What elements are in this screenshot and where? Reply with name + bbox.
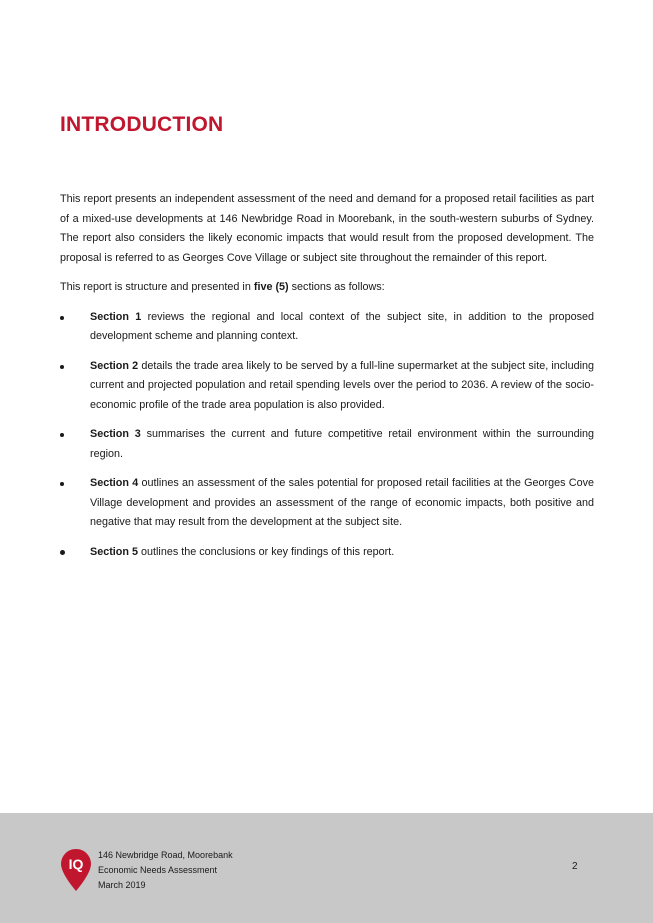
footer-date: March 2019: [98, 880, 146, 890]
section-description: reviews the regional and local context of the subject site, in addition to the proposed development scheme and planning context.: [90, 310, 594, 342]
bullet-icon: [60, 316, 64, 320]
bullet-icon: [60, 482, 64, 486]
section-label: Section 5: [90, 545, 139, 558]
location-pin-logo-icon: [60, 848, 92, 892]
section-label: Section 4: [90, 477, 139, 489]
bullet-icon: [60, 433, 64, 437]
page-title: INTRODUCTION: [60, 113, 224, 136]
bullet-icon: [60, 365, 64, 369]
section-description: outlines the conclusions or key findings of this report.: [138, 545, 395, 558]
section-item-5: [60, 543, 594, 563]
company-logo: [60, 848, 92, 892]
report-body: [60, 190, 594, 572]
section-description: outlines an assessment of the sales potential for proposed retail facilities at the Georges Cove Village development and provides an assessment of the range of economic impacts, both positive and negative that may result from the development at the subject site.: [90, 477, 594, 528]
structure-text-start: This report is structure and presented in: [60, 281, 254, 293]
section-item-2: [60, 357, 594, 416]
footer-info: [98, 848, 233, 893]
page-number: 2: [572, 861, 578, 872]
logo-text: IQ: [68, 856, 84, 872]
section-item-3: [60, 425, 594, 464]
section-label: Section 2: [90, 359, 139, 372]
section-count: five (5): [253, 281, 289, 293]
page-footer: [0, 813, 653, 923]
section-item-1: [60, 308, 594, 347]
intro-paragraph: This report presents an independent assessment of the need and demand for a proposed retail facilities as part of a mixed-use developments at 146 Newbridge Road in Moorebank, in the south-western suburbs of Sydney. The report also considers the likely economic impacts that would result from the proposed development. The proposal is referred to as Georges Cove Village or subject site throughout the remainder of this report.: [60, 193, 594, 264]
section-description: details the trade area likely to be served by a full-line supermarket at the subject site, including current and projected population and retail spending levels over the period to 2036. A review of the socio-economic profile of the trade area population is also provided.: [90, 359, 594, 411]
footer-address: 146 Newbridge Road, Moorebank: [98, 850, 233, 860]
section-label: Section 3: [90, 428, 141, 440]
structure-text-end: sections as follows:: [288, 281, 385, 293]
section-description: summarises the current and future competitive retail environment within the surrounding region.: [90, 428, 594, 460]
section-item-4: [60, 474, 594, 533]
bullet-icon: [60, 550, 65, 555]
section-list: [60, 308, 594, 563]
structure-paragraph: [60, 278, 594, 298]
footer-report-name: Economic Needs Assessment: [98, 865, 218, 875]
section-label: Section 1: [90, 310, 142, 323]
